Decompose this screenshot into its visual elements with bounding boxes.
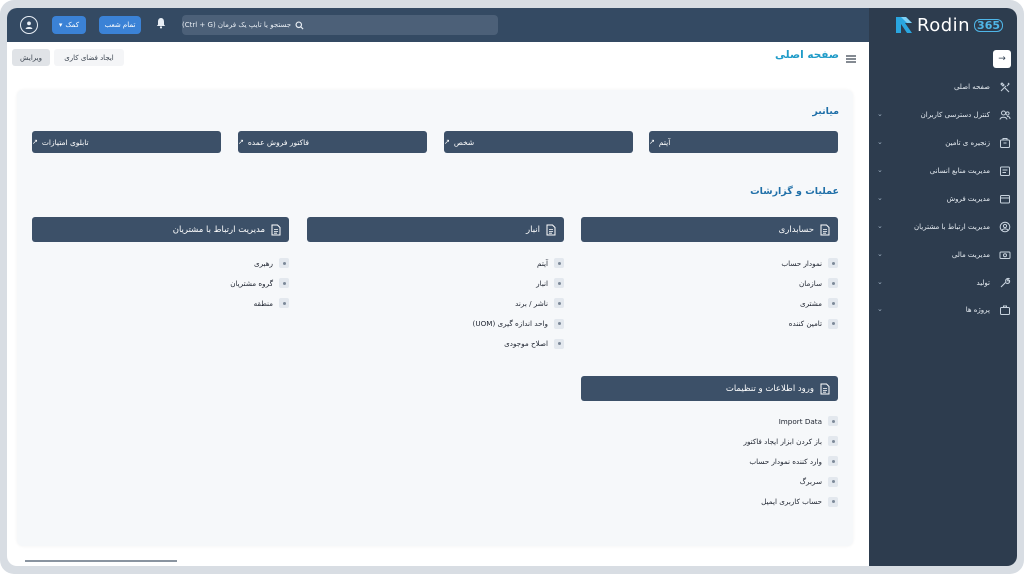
list-item[interactable]: [581, 253, 838, 273]
chevron-down-icon: ⌄: [877, 278, 883, 286]
bullet-icon: [554, 339, 564, 349]
bullet-icon: [554, 319, 564, 329]
content-panel: [17, 90, 853, 546]
logo-suffix: 365: [974, 19, 1003, 32]
chevron-down-icon: ⌄: [877, 250, 883, 258]
list-item[interactable]: [581, 492, 838, 512]
bullet-icon: [828, 456, 838, 466]
shortcuts-title: میانبر: [812, 106, 839, 117]
list-item[interactable]: [581, 273, 838, 293]
shortcut-label: آیتم: [658, 137, 671, 147]
sidebar-item-label: مدیریت مالی: [951, 251, 990, 259]
sidebar-item-label: تولید: [976, 279, 990, 287]
list-item[interactable]: [307, 334, 564, 354]
list-item[interactable]: [32, 273, 289, 293]
sidebar-item-crm[interactable]: [869, 217, 1017, 237]
horizontal-scrollbar[interactable]: [25, 560, 177, 562]
users-icon: [999, 109, 1011, 121]
wrench-icon: [999, 277, 1011, 289]
link-label: نمودار حساب: [781, 258, 822, 268]
bullet-icon: [279, 258, 289, 268]
box-icon: [999, 137, 1011, 149]
link-label: واحد اندازه گیری (UOM): [472, 319, 548, 329]
search-placeholder: جستجو یا تایپ یک فرمان (Ctrl + G): [182, 21, 292, 29]
user-circle-icon: [999, 221, 1011, 233]
bullet-icon: [554, 298, 564, 308]
sidebar-item-label: مدیریت منابع انسانی: [929, 167, 990, 175]
card-title: انبار: [526, 224, 540, 235]
shortcut-label: فاکتور فروش عمده: [247, 137, 310, 147]
list-item[interactable]: [32, 253, 289, 273]
link-label: گروه مشتریان: [230, 278, 273, 288]
chevron-down-icon: ⌄: [877, 194, 883, 202]
document-icon: [820, 224, 830, 236]
shortcut-wholesale-invoice[interactable]: [238, 131, 427, 153]
link-label: وارد کننده نمودار حساب: [749, 456, 822, 466]
hamburger-menu-icon[interactable]: [846, 54, 856, 64]
collapse-sidebar-button[interactable]: [993, 50, 1011, 68]
arrow-up-right-icon: ↗: [32, 138, 38, 146]
command-search-input[interactable]: [182, 15, 498, 35]
wallet-icon: [999, 193, 1011, 205]
card-warehouse-links: [307, 253, 564, 354]
arrow-up-right-icon: ↗: [444, 138, 450, 146]
id-card-icon: [999, 165, 1011, 177]
chevron-down-icon: ⌄: [877, 138, 883, 146]
list-item[interactable]: [32, 293, 289, 313]
user-icon: [24, 20, 34, 30]
chevron-down-icon: ⌄: [877, 222, 883, 230]
app-window: [7, 8, 1017, 566]
bullet-icon: [828, 258, 838, 268]
card-title: حسابداری: [778, 224, 814, 235]
top-bar: [7, 8, 869, 42]
bullet-icon: [828, 497, 838, 507]
chevron-down-icon: ⌄: [877, 166, 883, 174]
sidebar-item-label: صفحه اصلی: [953, 83, 990, 91]
link-label: منطقه: [253, 298, 273, 308]
bullet-icon: [828, 298, 838, 308]
list-item[interactable]: [307, 253, 564, 273]
link-label: حساب کاربری ایمیل: [761, 497, 822, 507]
chevron-down-icon: ⌄: [877, 305, 883, 313]
edit-button[interactable]: ویرایش: [12, 49, 50, 66]
shortcut-label: تابلوی امتیازات: [41, 137, 89, 147]
arrow-right-icon: →: [998, 54, 1006, 64]
link-label: مشتری: [799, 298, 822, 308]
card-data-import-header[interactable]: [581, 376, 838, 401]
rodin-logo[interactable]: [895, 14, 1003, 36]
card-crm-links: [32, 253, 289, 314]
link-label: اصلاح موجودی: [504, 339, 548, 349]
bullet-icon: [828, 319, 838, 329]
list-item[interactable]: [581, 314, 838, 334]
briefcase-icon: [999, 304, 1011, 316]
document-icon: [820, 383, 830, 395]
bullet-icon: [828, 416, 838, 426]
sidebar-item-label: زنجیره ی تامین: [945, 139, 990, 147]
sidebar-item-hr[interactable]: [869, 161, 1017, 181]
sidebar-item-access-control[interactable]: [869, 105, 1017, 125]
list-item[interactable]: [581, 293, 838, 313]
rodin-logo-mark-icon: [895, 16, 913, 34]
search-icon: [295, 21, 304, 30]
sidebar-item-label: مدیریت فروش: [946, 195, 990, 203]
sidebar-item-sales[interactable]: [869, 189, 1017, 209]
shortcut-leaderboard[interactable]: [32, 131, 221, 153]
bullet-icon: [828, 436, 838, 446]
chevron-down-icon: ⌄: [877, 110, 883, 118]
card-data-import-links: [581, 411, 838, 512]
shortcut-item[interactable]: [649, 131, 838, 153]
card-crm-header[interactable]: [32, 217, 289, 242]
bullet-icon: [279, 298, 289, 308]
sidebar-item-finance[interactable]: [869, 245, 1017, 265]
user-avatar-button[interactable]: [20, 16, 38, 34]
sidebar: [869, 8, 1017, 566]
sidebar-item-supply-chain[interactable]: [869, 133, 1017, 153]
link-label: ناشر / برند: [515, 298, 548, 308]
help-dropdown-button[interactable]: [52, 16, 86, 34]
list-item[interactable]: [581, 411, 838, 431]
card-accounting-header[interactable]: [581, 217, 838, 242]
list-item[interactable]: [307, 293, 564, 313]
bullet-icon: [554, 258, 564, 268]
sidebar-item-label: پروژه ها: [965, 306, 990, 314]
arrow-up-right-icon: ↗: [649, 138, 655, 146]
list-item[interactable]: [581, 451, 838, 471]
sidebar-item-label: کنترل دسترسی کاربران: [920, 111, 990, 119]
card-title: ورود اطلاعات و تنظیمات: [725, 383, 814, 394]
shortcut-person[interactable]: [444, 131, 633, 153]
link-label: انبار: [536, 278, 548, 288]
bullet-icon: [554, 278, 564, 288]
card-accounting-links: [581, 253, 838, 334]
link-label: رهبری: [253, 258, 273, 268]
reports-title: عملیات و گزارشات: [750, 186, 839, 197]
sidebar-item-label: مدیریت ارتباط با مشتریان: [914, 223, 990, 231]
list-item[interactable]: [307, 273, 564, 293]
link-label: آیتم: [537, 258, 548, 268]
page-title: صفحه اصلی: [775, 49, 839, 61]
link-label: Import Data: [778, 416, 822, 426]
link-label: سازمان: [798, 278, 822, 288]
chevron-down-icon: ▾: [58, 21, 63, 29]
link-label: سربرگ: [799, 477, 822, 487]
document-icon: [271, 224, 281, 236]
bullet-icon: [279, 278, 289, 288]
card-warehouse-header[interactable]: [307, 217, 564, 242]
help-label: کمک: [65, 21, 80, 29]
arrow-up-right-icon: ↗: [238, 138, 244, 146]
list-item[interactable]: [307, 314, 564, 334]
all-branches-button[interactable]: تمام شعب: [99, 16, 141, 34]
bullet-icon: [828, 278, 838, 288]
document-icon: [546, 224, 556, 236]
card-title: مدیریت ارتباط با مشتریان: [172, 224, 265, 235]
money-icon: [999, 249, 1011, 261]
list-item[interactable]: [581, 431, 838, 451]
list-item[interactable]: [581, 472, 838, 492]
link-label: تامین کننده: [788, 319, 822, 329]
create-workspace-button[interactable]: ایجاد فضای کاری: [54, 49, 124, 66]
bullet-icon: [828, 477, 838, 487]
sidebar-item-production[interactable]: [869, 273, 1017, 293]
link-label: باز کردن ابزار ایجاد فاکتور: [743, 436, 822, 446]
notifications-bell-icon[interactable]: [155, 16, 167, 30]
shortcut-label: شخص: [453, 137, 475, 147]
logo-text: Rodin: [917, 14, 971, 36]
tools-icon: [999, 81, 1011, 93]
sidebar-item-projects[interactable]: [869, 300, 1017, 320]
sidebar-item-home[interactable]: [869, 77, 1017, 97]
